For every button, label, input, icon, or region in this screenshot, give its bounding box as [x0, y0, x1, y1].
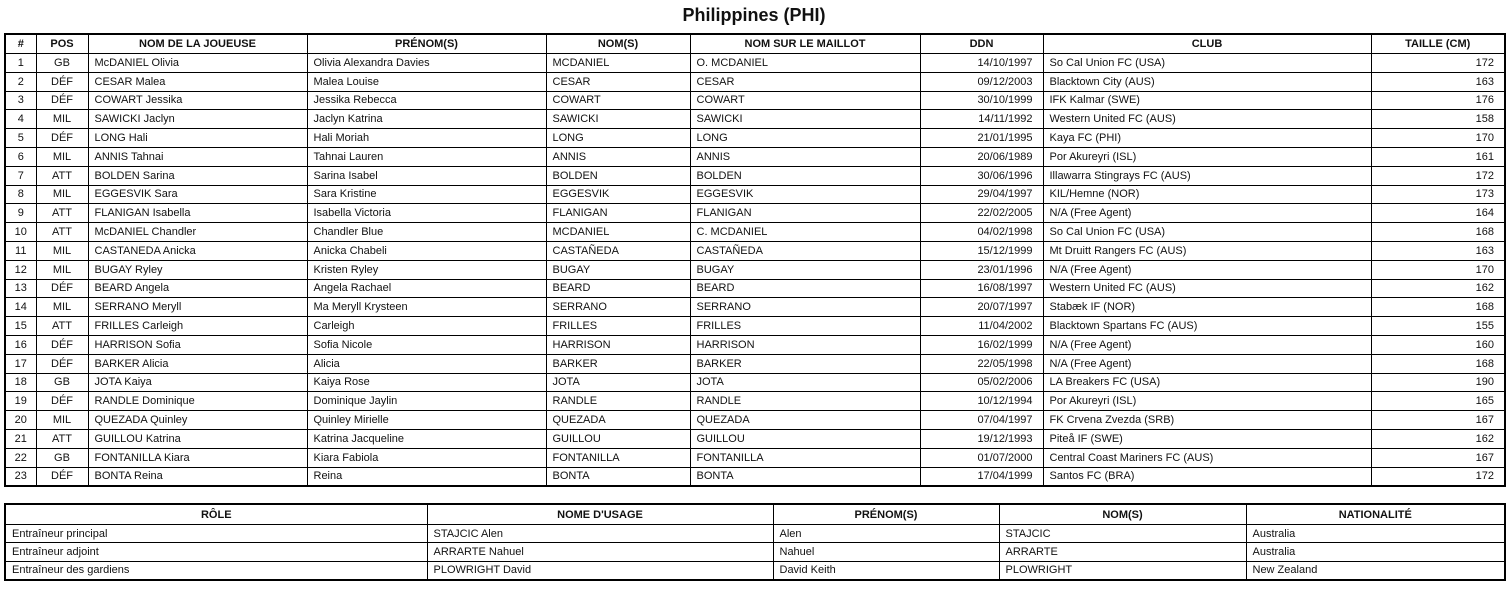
players-cell: FRILLES	[690, 317, 920, 336]
players-cell: Isabella Victoria	[307, 204, 546, 223]
players-cell: 176	[1371, 91, 1505, 110]
table-row	[5, 392, 1505, 411]
players-cell: DÉF	[36, 279, 88, 298]
players-cell: HARRISON	[546, 335, 690, 354]
players-cell: MIL	[36, 411, 88, 430]
players-cell: Mt Druitt Rangers FC (AUS)	[1043, 241, 1371, 260]
players-cell: 190	[1371, 373, 1505, 392]
players-cell: JOTA	[546, 373, 690, 392]
players-cell: DÉF	[36, 72, 88, 91]
players-cell: 168	[1371, 223, 1505, 242]
players-cell: CASTAÑEDA	[690, 241, 920, 260]
players-cell: Carleigh	[307, 317, 546, 336]
players-cell: ATT	[36, 429, 88, 448]
players-cell: 29/04/1997	[920, 185, 1043, 204]
staff-cell: Nahuel	[773, 543, 999, 561]
players-cell: MIL	[36, 185, 88, 204]
table-row	[5, 335, 1505, 354]
staff-header-cell: NATIONALITÉ	[1246, 504, 1505, 525]
players-cell: 155	[1371, 317, 1505, 336]
staff-cell: New Zealand	[1246, 561, 1505, 580]
players-cell: CASTANEDA Anicka	[88, 241, 307, 260]
players-cell: COWART Jessika	[88, 91, 307, 110]
players-cell: 20/06/1989	[920, 147, 1043, 166]
players-cell: FRILLES	[546, 317, 690, 336]
players-cell: 167	[1371, 448, 1505, 467]
players-cell: Jessika Rebecca	[307, 91, 546, 110]
players-cell: RANDLE	[690, 392, 920, 411]
players-header-cell: POS	[36, 34, 88, 54]
players-header-cell: NOM DE LA JOUEUSE	[88, 34, 307, 54]
table-row	[5, 429, 1505, 448]
players-cell: RANDLE	[546, 392, 690, 411]
players-cell: Blacktown City (AUS)	[1043, 72, 1371, 91]
players-header-row	[5, 34, 1505, 54]
players-cell: 164	[1371, 204, 1505, 223]
players-cell: 1	[5, 54, 36, 73]
players-cell: BOLDEN Sarina	[88, 166, 307, 185]
players-cell: 163	[1371, 241, 1505, 260]
players-cell: QUEZADA	[546, 411, 690, 430]
players-cell: DÉF	[36, 392, 88, 411]
players-cell: 168	[1371, 298, 1505, 317]
players-cell: 23/01/1996	[920, 260, 1043, 279]
staff-cell: STAJCIC Alen	[427, 525, 773, 543]
players-cell: Anicka Chabeli	[307, 241, 546, 260]
players-cell: N/A (Free Agent)	[1043, 335, 1371, 354]
players-cell: ATT	[36, 166, 88, 185]
players-cell: ANNIS	[546, 147, 690, 166]
players-cell: BONTA	[690, 467, 920, 486]
staff-cell: PLOWRIGHT	[999, 561, 1246, 580]
table-row	[5, 411, 1505, 430]
players-cell: EGGESVIK	[690, 185, 920, 204]
staff-header-cell: PRÉNOM(S)	[773, 504, 999, 525]
staff-cell: Entraîneur adjoint	[5, 543, 427, 561]
players-cell: N/A (Free Agent)	[1043, 260, 1371, 279]
table-row	[5, 317, 1505, 336]
players-cell: ATT	[36, 317, 88, 336]
players-cell: CESAR	[690, 72, 920, 91]
players-cell: SAWICKI	[690, 110, 920, 129]
players-cell: 13	[5, 279, 36, 298]
players-cell: DÉF	[36, 335, 88, 354]
players-cell: Kristen Ryley	[307, 260, 546, 279]
players-cell: 162	[1371, 429, 1505, 448]
players-cell: 168	[1371, 354, 1505, 373]
players-cell: 163	[1371, 72, 1505, 91]
table-row	[5, 91, 1505, 110]
players-cell: Sara Kristine	[307, 185, 546, 204]
players-cell: 170	[1371, 129, 1505, 148]
players-cell: McDANIEL Olivia	[88, 54, 307, 73]
players-cell: LONG Hali	[88, 129, 307, 148]
players-cell: ATT	[36, 223, 88, 242]
players-cell: Quinley Mirielle	[307, 411, 546, 430]
players-cell: 16/02/1999	[920, 335, 1043, 354]
players-cell: 5	[5, 129, 36, 148]
players-cell: O. MCDANIEL	[690, 54, 920, 73]
staff-cell: Australia	[1246, 543, 1505, 561]
players-cell: Kaiya Rose	[307, 373, 546, 392]
players-cell: 19	[5, 392, 36, 411]
staff-header-cell: NOM(S)	[999, 504, 1246, 525]
players-cell: 09/12/2003	[920, 72, 1043, 91]
table-row	[5, 204, 1505, 223]
players-cell: CESAR	[546, 72, 690, 91]
staff-header-cell: NOME D'USAGE	[427, 504, 773, 525]
staff-cell: PLOWRIGHT David	[427, 561, 773, 580]
table-row	[5, 448, 1505, 467]
players-cell: 30/06/1996	[920, 166, 1043, 185]
players-cell: 07/04/1997	[920, 411, 1043, 430]
players-cell: EGGESVIK Sara	[88, 185, 307, 204]
players-cell: Piteå IF (SWE)	[1043, 429, 1371, 448]
players-cell: HARRISON Sofia	[88, 335, 307, 354]
players-cell: 21/01/1995	[920, 129, 1043, 148]
players-cell: Sofia Nicole	[307, 335, 546, 354]
players-cell: ANNIS Tahnai	[88, 147, 307, 166]
players-cell: Chandler Blue	[307, 223, 546, 242]
table-row	[5, 260, 1505, 279]
players-cell: FLANIGAN	[690, 204, 920, 223]
players-cell: 172	[1371, 166, 1505, 185]
players-cell: 7	[5, 166, 36, 185]
staff-cell: ARRARTE	[999, 543, 1246, 561]
players-cell: 16	[5, 335, 36, 354]
players-cell: BARKER	[690, 354, 920, 373]
table-row	[5, 129, 1505, 148]
players-cell: 19/12/1993	[920, 429, 1043, 448]
players-cell: DÉF	[36, 354, 88, 373]
players-header-cell: DDN	[920, 34, 1043, 54]
players-table	[4, 33, 1506, 487]
table-row	[5, 147, 1505, 166]
table-row	[5, 525, 1505, 543]
players-cell: BEARD	[546, 279, 690, 298]
players-cell: FRILLES Carleigh	[88, 317, 307, 336]
players-cell: SAWICKI Jaclyn	[88, 110, 307, 129]
table-row	[5, 223, 1505, 242]
players-header-cell: NOM SUR LE MAILLOT	[690, 34, 920, 54]
players-cell: Santos FC (BRA)	[1043, 467, 1371, 486]
players-cell: COWART	[690, 91, 920, 110]
players-cell: 30/10/1999	[920, 91, 1043, 110]
players-cell: Olivia Alexandra Davies	[307, 54, 546, 73]
players-cell: Malea Louise	[307, 72, 546, 91]
players-header-cell: TAILLE (CM)	[1371, 34, 1505, 54]
players-cell: GB	[36, 448, 88, 467]
players-cell: BUGAY	[690, 260, 920, 279]
players-cell: Tahnai Lauren	[307, 147, 546, 166]
staff-cell: Australia	[1246, 525, 1505, 543]
staff-cell: STAJCIC	[999, 525, 1246, 543]
players-cell: FONTANILLA	[546, 448, 690, 467]
players-body	[5, 54, 1505, 487]
players-cell: SERRANO	[546, 298, 690, 317]
players-cell: GUILLOU	[546, 429, 690, 448]
players-cell: Alicia	[307, 354, 546, 373]
players-cell: CASTAÑEDA	[546, 241, 690, 260]
players-cell: 05/02/2006	[920, 373, 1043, 392]
players-cell: 15/12/1999	[920, 241, 1043, 260]
players-cell: C. MCDANIEL	[690, 223, 920, 242]
players-cell: 10/12/1994	[920, 392, 1043, 411]
players-cell: GUILLOU	[690, 429, 920, 448]
players-cell: 23	[5, 467, 36, 486]
players-cell: BUGAY	[546, 260, 690, 279]
staff-cell: Entraîneur principal	[5, 525, 427, 543]
players-cell: 14/10/1997	[920, 54, 1043, 73]
players-cell: JOTA Kaiya	[88, 373, 307, 392]
players-cell: Reina	[307, 467, 546, 486]
players-header-cell: NOM(S)	[546, 34, 690, 54]
players-header-cell: #	[5, 34, 36, 54]
players-cell: So Cal Union FC (USA)	[1043, 223, 1371, 242]
players-cell: 167	[1371, 411, 1505, 430]
table-row	[5, 373, 1505, 392]
table-row	[5, 467, 1505, 486]
players-cell: BEARD	[690, 279, 920, 298]
players-cell: 165	[1371, 392, 1505, 411]
players-header-cell: PRÉNOM(S)	[307, 34, 546, 54]
players-cell: QUEZADA	[690, 411, 920, 430]
players-cell: MIL	[36, 241, 88, 260]
players-cell: Por Akureyri (ISL)	[1043, 147, 1371, 166]
table-row	[5, 185, 1505, 204]
players-cell: BOLDEN	[690, 166, 920, 185]
table-row	[5, 166, 1505, 185]
players-cell: So Cal Union FC (USA)	[1043, 54, 1371, 73]
players-cell: GUILLOU Katrina	[88, 429, 307, 448]
players-cell: COWART	[546, 91, 690, 110]
players-cell: 2	[5, 72, 36, 91]
table-row	[5, 279, 1505, 298]
players-cell: SAWICKI	[546, 110, 690, 129]
players-cell: 18	[5, 373, 36, 392]
players-cell: JOTA	[690, 373, 920, 392]
players-cell: MIL	[36, 110, 88, 129]
players-cell: MIL	[36, 260, 88, 279]
players-cell: Central Coast Mariners FC (AUS)	[1043, 448, 1371, 467]
players-cell: Sarina Isabel	[307, 166, 546, 185]
players-cell: 14	[5, 298, 36, 317]
players-cell: 01/07/2000	[920, 448, 1043, 467]
players-cell: 17/04/1999	[920, 467, 1043, 486]
players-cell: BUGAY Ryley	[88, 260, 307, 279]
players-cell: 11	[5, 241, 36, 260]
players-cell: 162	[1371, 279, 1505, 298]
players-cell: 173	[1371, 185, 1505, 204]
staff-cell: David Keith	[773, 561, 999, 580]
players-cell: 21	[5, 429, 36, 448]
players-cell: EGGESVIK	[546, 185, 690, 204]
players-cell: BOLDEN	[546, 166, 690, 185]
table-row	[5, 72, 1505, 91]
players-cell: Illawarra Stingrays FC (AUS)	[1043, 166, 1371, 185]
players-cell: 161	[1371, 147, 1505, 166]
players-cell: FLANIGAN Isabella	[88, 204, 307, 223]
players-cell: BONTA Reina	[88, 467, 307, 486]
players-cell: DÉF	[36, 129, 88, 148]
players-cell: 22/02/2005	[920, 204, 1043, 223]
players-cell: LA Breakers FC (USA)	[1043, 373, 1371, 392]
players-cell: IFK Kalmar (SWE)	[1043, 91, 1371, 110]
players-cell: Stabæk IF (NOR)	[1043, 298, 1371, 317]
players-cell: 04/02/1998	[920, 223, 1043, 242]
players-header-cell: CLUB	[1043, 34, 1371, 54]
players-cell: Ma Meryll Krysteen	[307, 298, 546, 317]
players-cell: Kaya FC (PHI)	[1043, 129, 1371, 148]
table-row	[5, 354, 1505, 373]
players-cell: DÉF	[36, 91, 88, 110]
staff-header-row	[5, 504, 1505, 525]
players-cell: 3	[5, 91, 36, 110]
players-cell: 172	[1371, 467, 1505, 486]
players-cell: MIL	[36, 298, 88, 317]
players-cell: 22	[5, 448, 36, 467]
players-cell: BEARD Angela	[88, 279, 307, 298]
players-cell: MIL	[36, 147, 88, 166]
players-cell: QUEZADA Quinley	[88, 411, 307, 430]
players-cell: BONTA	[546, 467, 690, 486]
players-cell: McDANIEL Chandler	[88, 223, 307, 242]
staff-cell: Alen	[773, 525, 999, 543]
players-cell: Por Akureyri (ISL)	[1043, 392, 1371, 411]
players-cell: SERRANO Meryll	[88, 298, 307, 317]
players-cell: RANDLE Dominique	[88, 392, 307, 411]
players-cell: Dominique Jaylin	[307, 392, 546, 411]
players-cell: 11/04/2002	[920, 317, 1043, 336]
players-cell: GB	[36, 373, 88, 392]
players-cell: GB	[36, 54, 88, 73]
players-cell: 10	[5, 223, 36, 242]
players-cell: FK Crvena Zvezda (SRB)	[1043, 411, 1371, 430]
players-cell: 16/08/1997	[920, 279, 1043, 298]
players-cell: DÉF	[36, 467, 88, 486]
players-cell: MCDANIEL	[546, 54, 690, 73]
players-cell: Western United FC (AUS)	[1043, 279, 1371, 298]
players-cell: 8	[5, 185, 36, 204]
players-cell: 20/07/1997	[920, 298, 1043, 317]
players-cell: Hali Moriah	[307, 129, 546, 148]
players-cell: 6	[5, 147, 36, 166]
players-cell: HARRISON	[690, 335, 920, 354]
players-cell: Western United FC (AUS)	[1043, 110, 1371, 129]
players-cell: 17	[5, 354, 36, 373]
staff-table	[4, 503, 1506, 581]
players-cell: Jaclyn Katrina	[307, 110, 546, 129]
players-cell: 9	[5, 204, 36, 223]
players-cell: Blacktown Spartans FC (AUS)	[1043, 317, 1371, 336]
table-row	[5, 241, 1505, 260]
players-cell: LONG	[546, 129, 690, 148]
players-cell: N/A (Free Agent)	[1043, 354, 1371, 373]
table-row	[5, 110, 1505, 129]
table-row	[5, 543, 1505, 561]
players-cell: FONTANILLA Kiara	[88, 448, 307, 467]
staff-cell: ARRARTE Nahuel	[427, 543, 773, 561]
table-row	[5, 54, 1505, 73]
players-cell: 15	[5, 317, 36, 336]
players-cell: Angela Rachael	[307, 279, 546, 298]
players-cell: SERRANO	[690, 298, 920, 317]
players-cell: MCDANIEL	[546, 223, 690, 242]
staff-header-cell: RÔLE	[5, 504, 427, 525]
players-cell: 22/05/1998	[920, 354, 1043, 373]
staff-cell: Entraîneur des gardiens	[5, 561, 427, 580]
players-cell: ANNIS	[690, 147, 920, 166]
players-cell: FONTANILLA	[690, 448, 920, 467]
page-title: Philippines (PHI)	[682, 5, 826, 25]
players-cell: LONG	[690, 129, 920, 148]
players-cell: 20	[5, 411, 36, 430]
players-cell: KIL/Hemne (NOR)	[1043, 185, 1371, 204]
players-cell: N/A (Free Agent)	[1043, 204, 1371, 223]
players-cell: CESAR Malea	[88, 72, 307, 91]
players-cell: 14/11/1992	[920, 110, 1043, 129]
players-cell: 4	[5, 110, 36, 129]
players-cell: 172	[1371, 54, 1505, 73]
players-cell: BARKER Alicia	[88, 354, 307, 373]
players-cell: 158	[1371, 110, 1505, 129]
players-cell: 12	[5, 260, 36, 279]
players-cell: Katrina Jacqueline	[307, 429, 546, 448]
players-cell: 170	[1371, 260, 1505, 279]
players-cell: BARKER	[546, 354, 690, 373]
table-row	[5, 561, 1505, 580]
players-cell: Kiara Fabiola	[307, 448, 546, 467]
table-row	[5, 298, 1505, 317]
players-cell: FLANIGAN	[546, 204, 690, 223]
staff-body	[5, 525, 1505, 581]
players-cell: 160	[1371, 335, 1505, 354]
players-cell: ATT	[36, 204, 88, 223]
